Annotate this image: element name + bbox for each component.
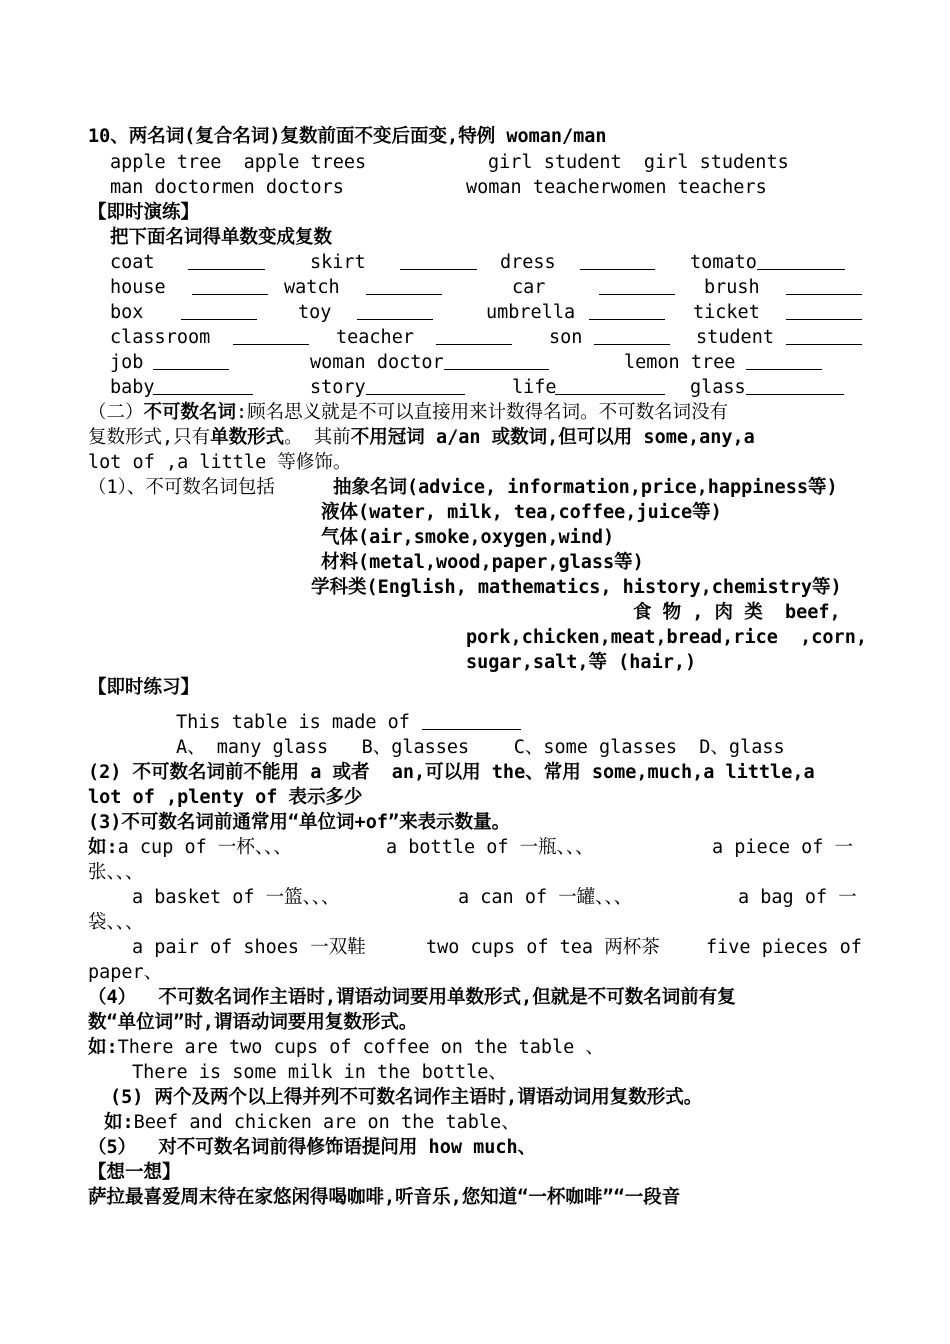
answer-blank[interactable] [400,252,477,270]
word-classroom: classroom [110,327,211,348]
answer-blank[interactable] [746,352,822,370]
word-ticket: ticket [693,302,760,323]
answer-blank[interactable] [589,302,665,320]
rule2-line1: (2) 不可数名词前不能用 a 或者 an,可以用 the、常用 some,much,a little,a [88,762,815,783]
word-dress: dress [500,252,556,273]
section2-paragraph-line1: （二）不可数名词:顾名思义就是不可以直接用来计数得名词。不可数名词没有 [88,402,729,423]
rule4-example1: 如:There are two cups of coffee on the table 、 [88,1037,604,1058]
word-coat: coat [110,252,155,273]
word-job: job [110,352,144,373]
unit-piece: a piece of 一 [712,837,854,858]
think-title: 【想一想】 [88,1162,181,1183]
word-student: student [696,327,774,348]
answer-blank[interactable] [233,327,309,345]
rule3-heading: (3)不可数名词前通常用“单位词+of”来表示数量。 [88,812,511,833]
rule3-example-prefix: 如:a cup of 一杯、、、 [88,837,292,858]
answer-blank[interactable] [786,277,862,295]
unit-basket: a basket of 一篮、、、 [132,887,340,908]
answer-blank[interactable] [422,712,521,730]
category-gas: 气体(air,smoke,oxygen,wind) [321,527,615,548]
unit-bottle: a bottle of 一瓶、、、 [386,837,594,858]
answer-blank[interactable] [357,302,433,320]
unit-bag-continued: 袋、、、 [88,912,144,933]
word-brush: brush [704,277,760,298]
unit-bag: a bag of 一 [738,887,857,908]
answer-blank[interactable] [786,302,862,320]
word-umbrella: umbrella [486,302,576,323]
word-box: box [110,302,144,323]
word-skirt: skirt [310,252,366,273]
answer-blank[interactable] [153,377,253,395]
rule5b-line1: （5） 对不可数名词前得修饰语提问用 how much、 [88,1137,537,1158]
answer-blank[interactable] [366,377,465,395]
answer-blank[interactable] [594,327,670,345]
unit-pieces-paper: five pieces of [706,937,862,958]
answer-blank[interactable] [599,277,675,295]
unit-piece-continued: 张、、、 [88,862,144,883]
practice2-options: A、 many glass B、glasses C、some glasses D、glass [176,737,785,758]
answer-blank[interactable] [181,302,257,320]
practice2-title: 【即时练习】 [88,677,200,698]
category-food-line3: sugar,salt,等 (hair,) [466,652,697,673]
rule4-example2: There is some milk in the bottle、 [132,1062,507,1083]
rule2-line2: lot of ,plenty of 表示多少 [88,787,363,808]
rule4-line1: （4） 不可数名词作主语时,谓语动词要用单数形式,但就是不可数名词前有复 [88,987,736,1008]
category-liquid: 液体(water, milk, tea,coffee,juice等) [321,502,722,523]
think-text: 萨拉最喜爱周末待在家悠闲得喝咖啡,听音乐,您知道“一杯咖啡”“一段音 [88,1187,681,1208]
word-baby: baby [110,377,155,398]
answer-blank[interactable] [188,252,265,270]
category-food-line1: 食 物 , 肉 类 beef, [633,602,841,623]
word-glass: glass [690,377,746,398]
word-life: life [512,377,557,398]
category-subject: 学科类(English, mathematics, history,chemistry等) [311,577,842,598]
answer-blank[interactable] [153,352,229,370]
word-car: car [512,277,546,298]
answer-blank[interactable] [555,377,665,395]
answer-blank[interactable] [580,252,655,270]
rule5a-example: 如:Beef and chicken are on the table、 [104,1112,520,1133]
rule10-example-2a: man doctormen doctors [110,177,344,198]
answer-blank[interactable] [436,327,512,345]
answer-blank[interactable] [746,377,844,395]
rule10-example-1b: girl student girl students [488,152,789,173]
rule10-example-2b: woman teacherwomen teachers [466,177,767,198]
unit-can: a can of 一罐、、、 [458,887,633,908]
unit-pair-shoes: a pair of shoes 一双鞋 [132,937,366,958]
word-lemon-tree: lemon tree [624,352,736,373]
answer-blank[interactable] [192,277,268,295]
rule10-heading: 10、两名词(复合名词)复数前面不变后面变,特例 woman/man [88,126,607,147]
unit-paper-continued: paper、 [88,962,163,983]
answer-blank[interactable] [444,352,549,370]
answer-blank[interactable] [757,252,845,270]
practice2-question: This table is made of [176,712,422,733]
practice1-instruction: 把下面名词得单数变成复数 [110,227,333,248]
answer-blank[interactable] [366,277,442,295]
unit-cups-tea: two cups of tea 两杯茶 [426,937,660,958]
categories-intro: （1）、不可数名词包括 [88,477,275,498]
rule5a-line1: (5) 两个及两个以上得并列不可数名词作主语时,谓语动词用复数形式。 [110,1087,703,1108]
word-house: house [110,277,166,298]
answer-blank[interactable] [786,327,862,345]
word-tomato: tomato [690,252,757,273]
practice1-title: 【即时演练】 [88,202,200,223]
category-food-line2: pork,chicken,meat,bread,rice ,corn, [466,627,867,648]
category-material: 材料(metal,wood,paper,glass等) [321,552,644,573]
word-story: story [310,377,366,398]
rule4-line2: 数“单位词”时,谓语动词要用复数形式。 [88,1012,418,1033]
rule10-example-1a: apple tree apple trees [110,152,367,173]
word-toy: toy [298,302,332,323]
word-watch: watch [284,277,340,298]
category-abstract: 抽象名词(advice, information,price,happiness等) [333,477,838,498]
word-woman-doctor: woman doctor [310,352,444,373]
section2-paragraph-line2: 复数形式,只有单数形式。 其前不用冠词 a/an 或数词,但可以用 some,any,a [88,427,755,448]
word-teacher: teacher [336,327,414,348]
word-son: son [549,327,583,348]
section2-paragraph-line3: lot of ,a little 等修饰。 [88,452,352,473]
